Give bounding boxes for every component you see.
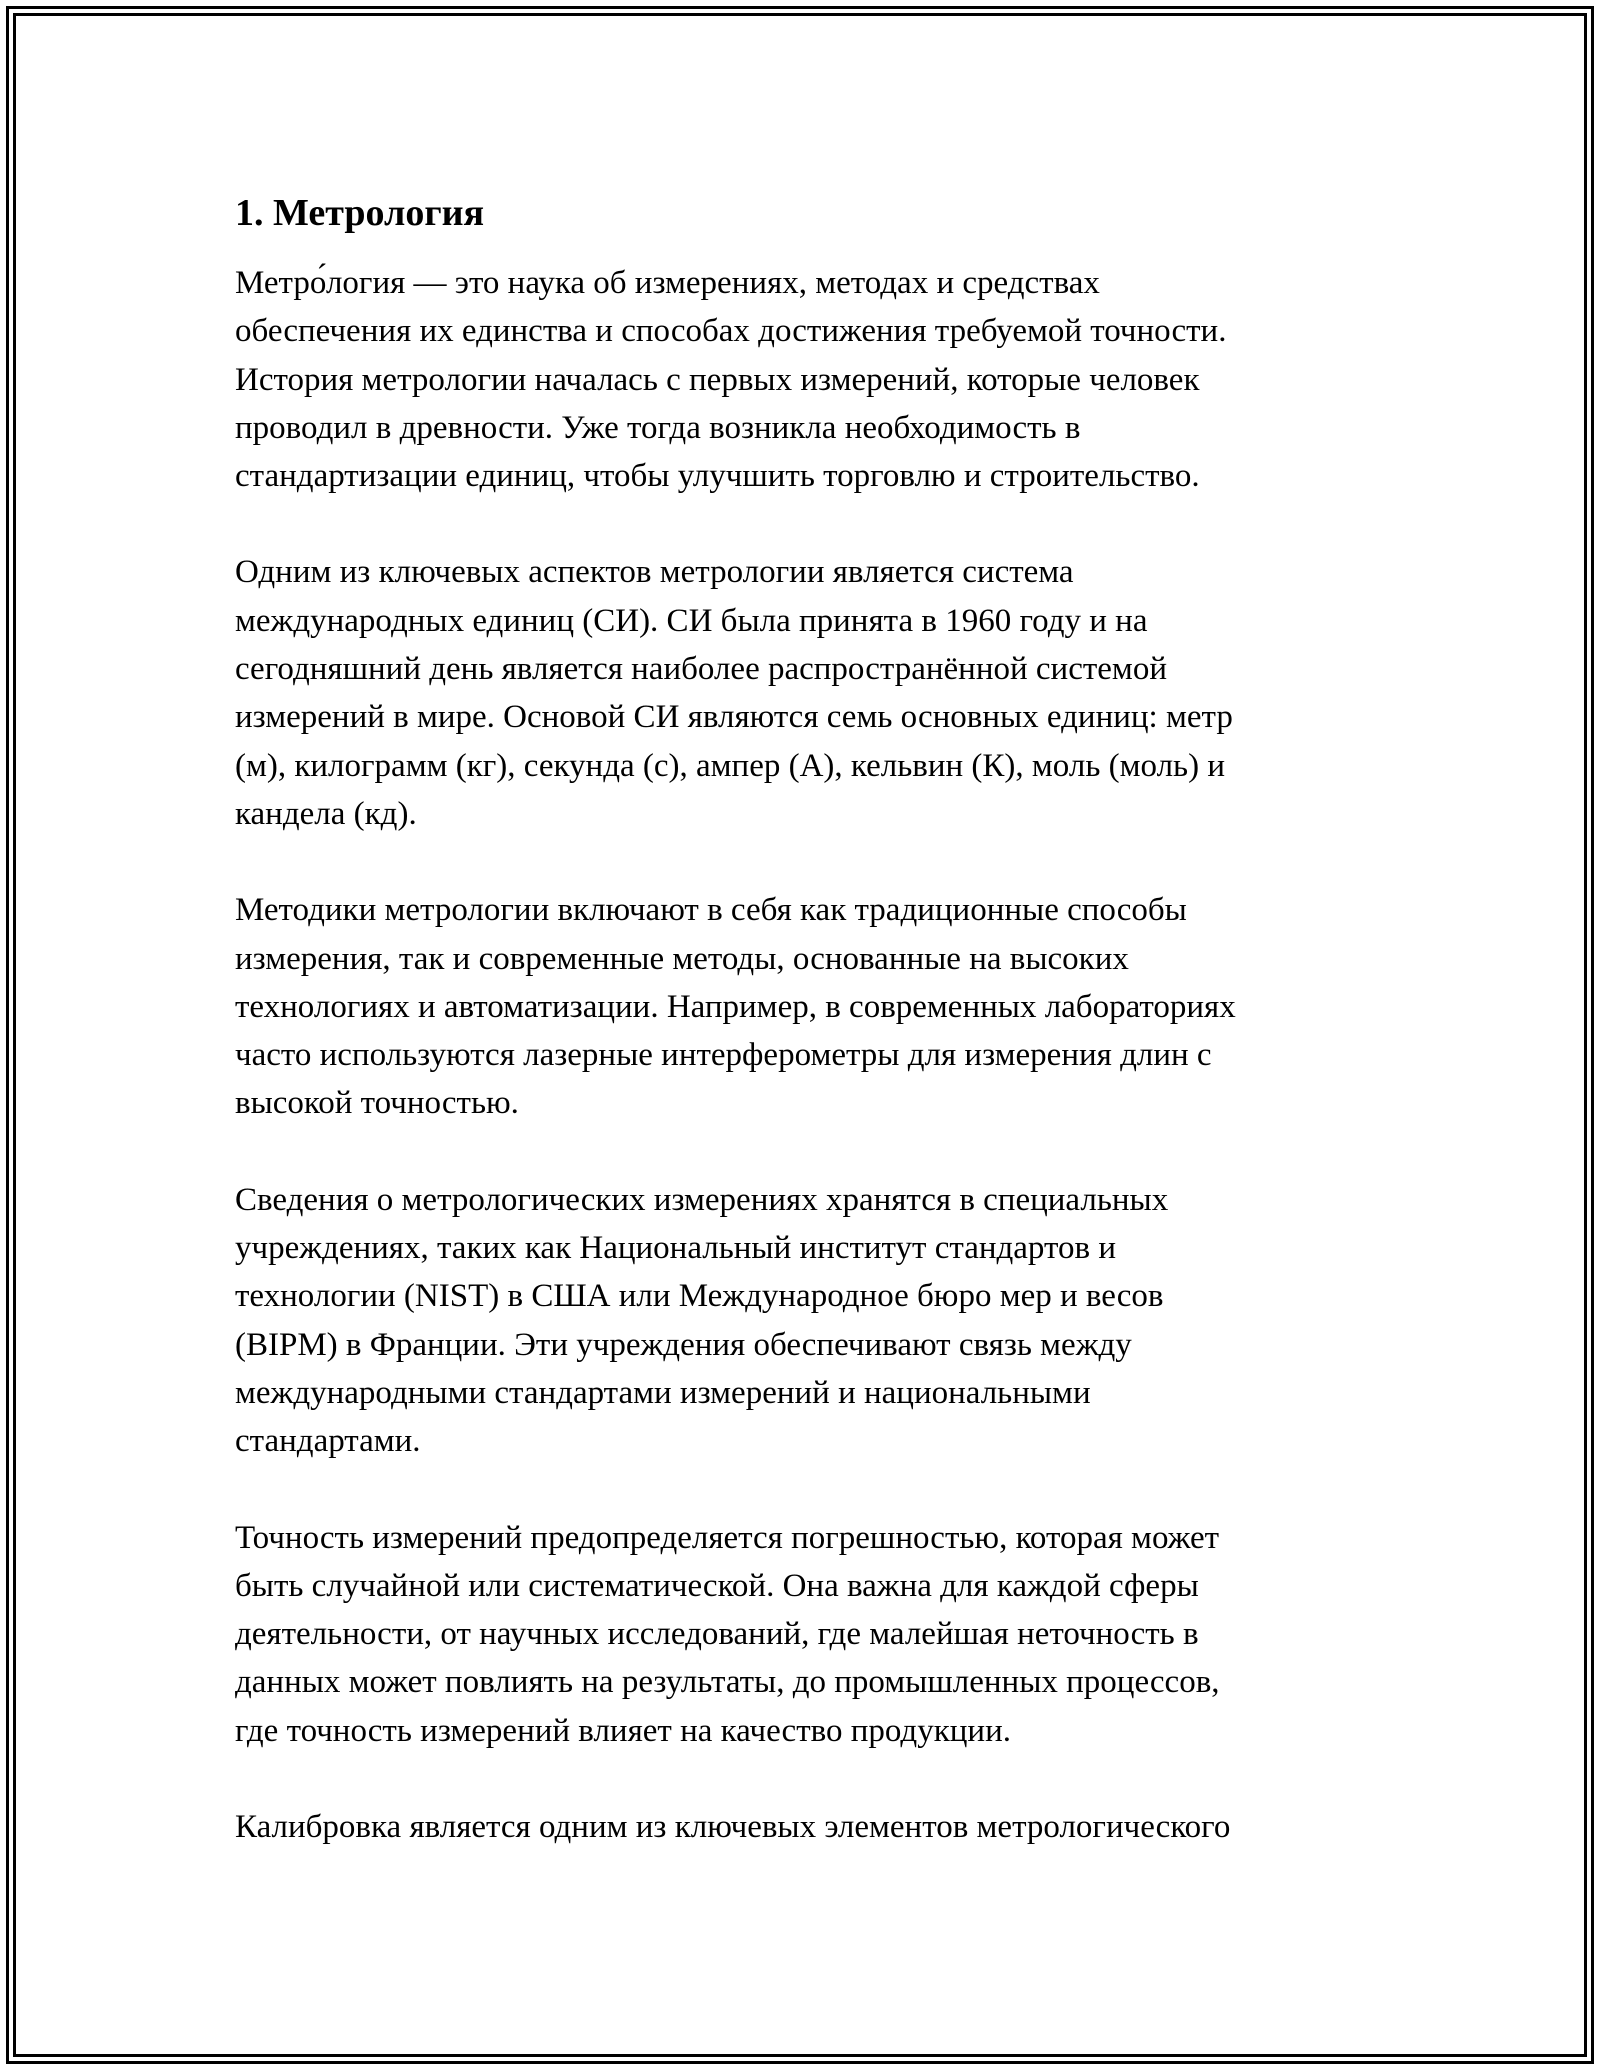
text-line: Калибровка является одним из ключевых элементов метрологического <box>235 1809 1231 1846</box>
text-line: технологиях и автоматизации. Например, в современных лабораториях <box>235 988 1236 1025</box>
text-line: данных может повлиять на результаты, до промышленных процессов, <box>235 1664 1220 1701</box>
text-line: международными стандартами измерений и национальными <box>235 1374 1091 1411</box>
document-body <box>235 185 1365 1899</box>
text-line: сегодняшний день является наиболее распространённой системой <box>235 651 1167 688</box>
text-line: Сведения о метрологических измерениях хранятся в специальных <box>235 1181 1169 1218</box>
text-line: быть случайной или систематической. Она важна для каждой сферы <box>235 1567 1199 1604</box>
text-line: международных единиц (СИ). СИ была принята в 1960 году и на <box>235 602 1148 639</box>
text-line: Одним из ключевых аспектов метрологии является система <box>235 554 1074 591</box>
text-line: учреждениях, таких как Национальный институт стандартов и <box>235 1230 1116 1267</box>
text-line: где точность измерений влияет на качество продукции. <box>235 1712 1011 1749</box>
text-line: обеспечения их единства и способах достижения требуемой точности. <box>235 313 1227 350</box>
text-line: Метро́логия — это наука об измерениях, методах и средствах <box>235 265 1100 301</box>
paragraph-3 <box>235 886 1365 1127</box>
section-heading: 1. Метрология <box>235 192 485 234</box>
text-line: измерения, так и современные методы, основанные на высоких <box>235 940 1129 977</box>
paragraph-5 <box>235 1514 1365 1755</box>
text-line: кандела (кд). <box>235 795 417 832</box>
text-line: измерений в мире. Основой СИ являются семь основных единиц: метр <box>235 699 1233 736</box>
text-line: технологии (NIST) в США или Международное бюро мер и весов <box>235 1278 1164 1315</box>
text-line: Точность измерений предопределяется погрешностью, которая может <box>235 1519 1220 1556</box>
text-line: История метрологии началась с первых измерений, которые человек <box>235 361 1200 398</box>
text-line: часто используются лазерные интерферометры для измерения длин с <box>235 1037 1212 1074</box>
text-line: стандартизации единиц, чтобы улучшить торговлю и строительство. <box>235 458 1200 495</box>
text-line: (BIPM) в Франции. Эти учреждения обеспечивают связь между <box>235 1326 1132 1363</box>
text-line: (м), килограмм (кг), секунда (с), ампер (А), кельвин (К), моль (моль) и <box>235 747 1225 784</box>
text-line: Методики метрологии включают в себя как традиционные способы <box>235 892 1187 929</box>
paragraph-1 <box>235 259 1365 500</box>
text-line: проводил в древности. Уже тогда возникла необходимость в <box>235 409 1081 446</box>
paragraph-6 <box>235 1803 1365 1851</box>
paragraph-4 <box>235 1176 1365 1466</box>
text-line: высокой точностью. <box>235 1085 519 1122</box>
text-line: стандартами. <box>235 1423 421 1460</box>
text-line: деятельности, от научных исследований, где малейшая неточность в <box>235 1616 1199 1653</box>
paragraph-2 <box>235 548 1365 838</box>
